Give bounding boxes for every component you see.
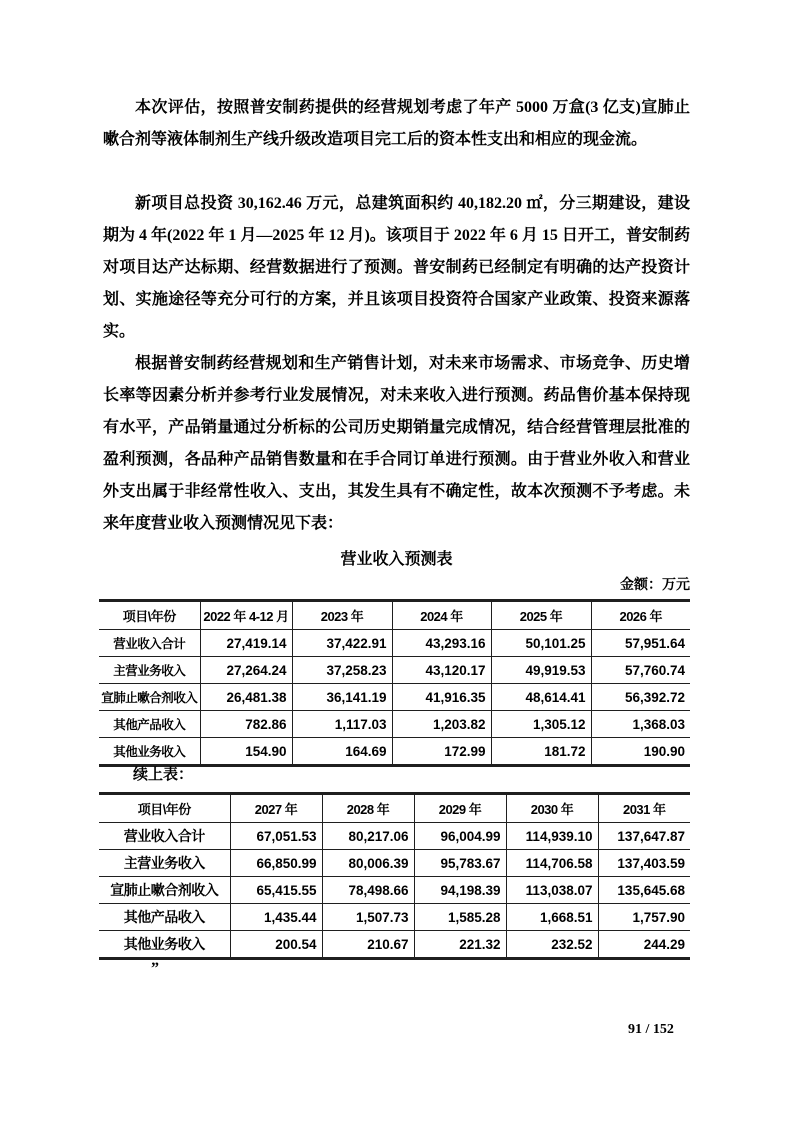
- header-cell-year: 2025 年: [491, 601, 591, 630]
- value-cell: 1,668.51: [506, 904, 598, 931]
- value-cell: 164.69: [292, 738, 392, 766]
- table-row: [99, 850, 690, 877]
- header-cell-item-year: 项目\年份: [122, 609, 176, 624]
- revenue-forecast-table-2027-2031: [99, 792, 690, 960]
- value-cell: 56,392.72: [591, 684, 690, 711]
- table-row: [99, 711, 690, 738]
- row-label: 宣肺止嗽合剂收入: [101, 691, 198, 705]
- value-cell: 1,585.28: [414, 904, 506, 931]
- value-cell: 80,217.06: [322, 823, 414, 850]
- header-cell-year: 2031 年: [598, 794, 690, 823]
- header-cell-year: 2029 年: [414, 794, 506, 823]
- table-row: [99, 823, 690, 850]
- value-cell: 95,783.67: [414, 850, 506, 877]
- value-cell: 57,760.74: [591, 657, 690, 684]
- row-label: 主营业务收入: [123, 855, 205, 871]
- value-cell: 782.86: [200, 711, 292, 738]
- table-row: [99, 630, 690, 657]
- value-cell: 232.52: [506, 931, 598, 959]
- value-cell: 43,120.17: [392, 657, 491, 684]
- value-cell: 172.99: [392, 738, 491, 766]
- value-cell: 1,757.90: [598, 904, 690, 931]
- value-cell: 57,951.64: [591, 630, 690, 657]
- value-cell: 94,198.39: [414, 877, 506, 904]
- page-number: 91 / 152: [628, 1022, 674, 1037]
- header-row: [99, 601, 690, 630]
- header-cell-year: 2030 年: [506, 794, 598, 823]
- row-label: 宣肺止嗽合剂收入: [110, 882, 219, 898]
- value-cell: 1,435.44: [230, 904, 322, 931]
- continuation-label: 续上表：: [133, 767, 194, 783]
- paragraph-revenue-forecast-basis: 根据普安制药经营规划和生产销售计划，对未来市场需求、市场竞争、历史增长率等因素分析并参考行业发展情况，对未来收入进行预测。药品售价基本保持现有水平，产品销量通过分析标的公司历史期销量完成情况，结合经营管理层批准的盈利预测，各品种产品销售数量和在手合同订单进行预测。由于营业外收入和营业外支出属于非经常性收入、支出，其发生具有不确定性，故本次预测不予考虑。未来年度营业收入预测情况见下表：: [103, 355, 690, 532]
- value-cell: 221.32: [414, 931, 506, 959]
- revenue-forecast-table-2022-2026: [99, 599, 690, 767]
- value-cell: 65,415.55: [230, 877, 322, 904]
- row-label: 其他业务收入: [123, 936, 205, 952]
- value-cell: 114,939.10: [506, 823, 598, 850]
- value-cell: 37,258.23: [292, 657, 392, 684]
- value-cell: 96,004.99: [414, 823, 506, 850]
- value-cell: 190.90: [591, 738, 690, 766]
- table-row: [99, 684, 690, 711]
- value-cell: 27,419.14: [200, 630, 292, 657]
- value-cell: 37,422.91: [292, 630, 392, 657]
- row-label: 其他产品收入: [123, 909, 205, 925]
- value-cell: 48,614.41: [491, 684, 591, 711]
- row-label: 其他业务收入: [113, 745, 186, 759]
- value-cell: 26,481.38: [200, 684, 292, 711]
- header-cell-year: 2028 年: [322, 794, 414, 823]
- value-cell: 67,051.53: [230, 823, 322, 850]
- value-cell: 27,264.24: [200, 657, 292, 684]
- row-label: 其他产品收入: [113, 718, 186, 732]
- value-cell: 36,141.19: [292, 684, 392, 711]
- value-cell: 137,647.87: [598, 823, 690, 850]
- value-cell: 66,850.99: [230, 850, 322, 877]
- header-cell-year: 2026 年: [591, 601, 690, 630]
- header-cell-year: 2027 年: [230, 794, 322, 823]
- value-cell: 210.67: [322, 931, 414, 959]
- row-label: 主营业务收入: [113, 664, 186, 678]
- paragraph-project-investment: 新项目总投资 30,162.46 万元，总建筑面积约 40,182.20 ㎡，分三期建设，建设期为 4 年(2022 年 1 月—2025 年 12 月)。该项目于 2022 年 6 月 15 日开工，普安制药对项目达产达标期、经营数据进行了预测。普安制药已经制定有明确的达产投资计划、实施途径等充分可行的方案，并且该项目投资符合国家产业政策、投资来源落实。: [103, 195, 690, 340]
- value-cell: 1,368.03: [591, 711, 690, 738]
- table-row: [99, 657, 690, 684]
- header-cell-year: 2024 年: [392, 601, 491, 630]
- unit-label: 金额：万元: [620, 578, 690, 593]
- value-cell: 49,919.53: [491, 657, 591, 684]
- row-label: 营业收入合计: [113, 637, 186, 651]
- header-row: [99, 794, 690, 823]
- header-cell-item-year: 项目\年份: [137, 802, 191, 817]
- value-cell: 1,507.73: [322, 904, 414, 931]
- header-cell-year: 2022 年 4-12 月: [200, 601, 292, 630]
- value-cell: 41,916.35: [392, 684, 491, 711]
- closing-quote-mark: ”: [151, 960, 159, 977]
- value-cell: 1,117.03: [292, 711, 392, 738]
- value-cell: 135,645.68: [598, 877, 690, 904]
- value-cell: 244.29: [598, 931, 690, 959]
- table-row: [99, 877, 690, 904]
- value-cell: 1,305.12: [491, 711, 591, 738]
- paragraph-capital-expenditure: 本次评估，按照普安制药提供的经营规划考虑了年产 5000 万盒(3 亿支)宣肺止嗽合剂等液体制剂生产线升级改造项目完工后的资本性支出和相应的现金流。: [103, 99, 690, 148]
- row-label: 营业收入合计: [123, 828, 205, 844]
- value-cell: 114,706.58: [506, 850, 598, 877]
- value-cell: 200.54: [230, 931, 322, 959]
- table-row: [99, 904, 690, 931]
- value-cell: 50,101.25: [491, 630, 591, 657]
- value-cell: 43,293.16: [392, 630, 491, 657]
- header-cell-year: 2023 年: [292, 601, 392, 630]
- value-cell: 1,203.82: [392, 711, 491, 738]
- value-cell: 80,006.39: [322, 850, 414, 877]
- value-cell: 78,498.66: [322, 877, 414, 904]
- value-cell: 154.90: [200, 738, 292, 766]
- value-cell: 113,038.07: [506, 877, 598, 904]
- table-title: 营业收入预测表: [340, 551, 453, 568]
- value-cell: 181.72: [491, 738, 591, 766]
- value-cell: 137,403.59: [598, 850, 690, 877]
